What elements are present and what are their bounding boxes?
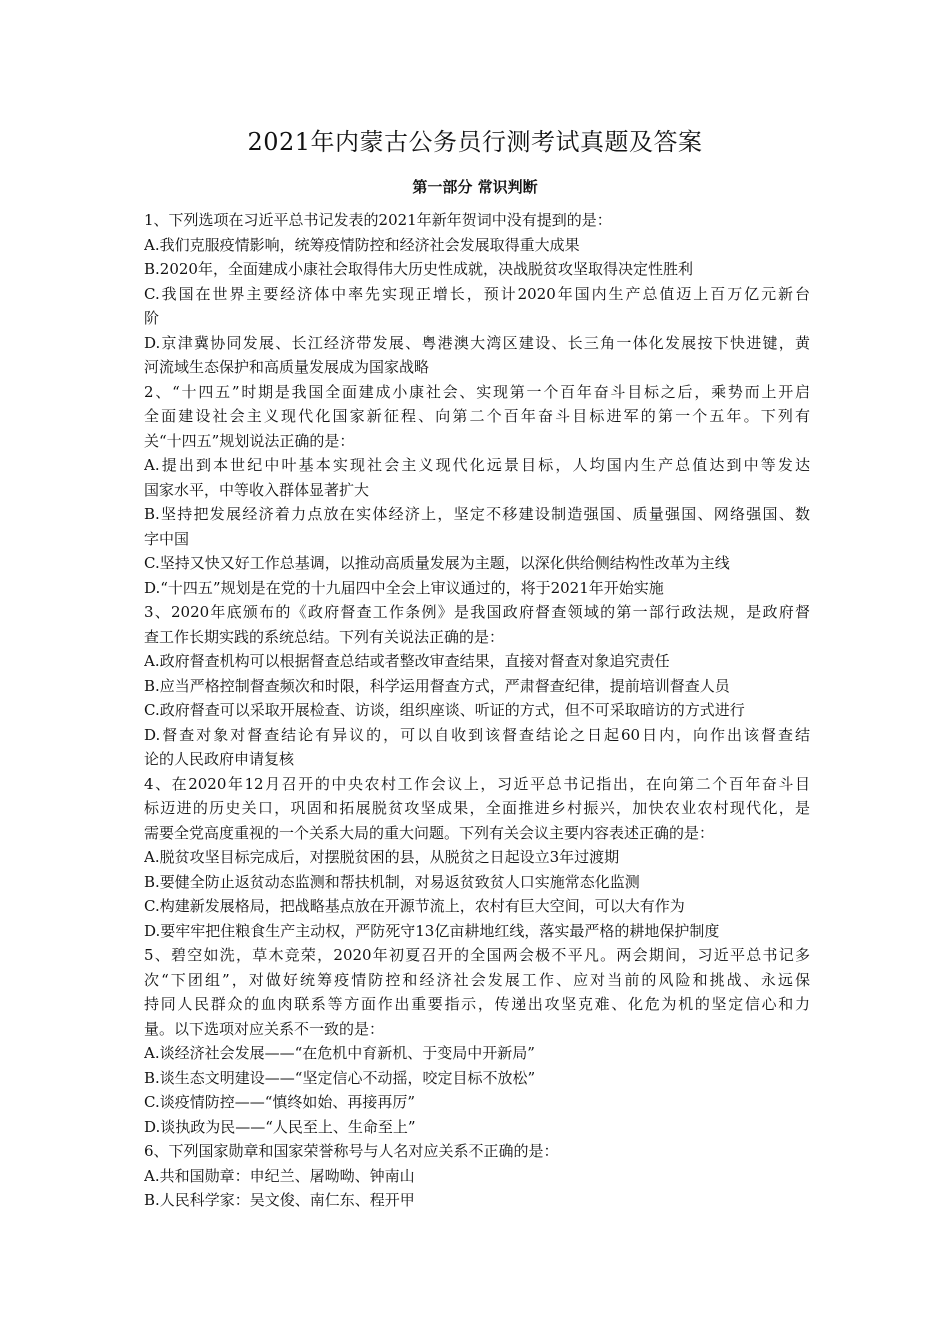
text-line: B.2020年，全面建成小康社会取得伟大历史性成就，决战脱贫攻坚取得决定性胜利 <box>144 260 693 278</box>
text-line: A.共和国勋章：申纪兰、屠呦呦、钟南山 <box>144 1166 415 1185</box>
text-line: B.谈生态文明建设——“坚定信心不动摇，咬定目标不放松” <box>144 1068 536 1087</box>
text-line: 字中国 <box>144 529 190 548</box>
text-line: 量。以下选项对应关系不一致的是： <box>144 1019 385 1038</box>
text-line: A.脱贫攻坚目标完成后，对摆脱贫困的县，从脱贫之日起设立3年过渡期 <box>144 848 620 866</box>
text-line: 次“下团组”，对做好统筹疫情防控和经济社会发展工作、应对当前的风险和挑战、永远保 <box>144 970 810 989</box>
text-line: D.谈执政为民——“人民至上、生命至上” <box>144 1117 416 1136</box>
text-line: 2、“十四五”时期是我国全面建成小康社会、实现第一个百年奋斗目标之后，乘势而上开启 <box>144 382 810 401</box>
text-line: A.我们克服疫情影响，统筹疫情防控和经济社会发展取得重大成果 <box>144 235 580 254</box>
text-line: 1、下列选项在习近平总书记发表的2021年新年贺词中没有提到的是： <box>144 211 612 229</box>
text-line: B.坚持把发展经济着力点放在实体经济上，坚定不移建设制造强国、质量强国、网络强国、数 <box>144 505 810 523</box>
text-line: B.应当严格控制督查频次和时限，科学运用督查方式，严肃督查纪律，提前培训督查人员 <box>144 676 730 695</box>
text-line: 4、在2020年12月召开的中央农村工作会议上，习近平总书记指出，在向第二个百年奋斗目 <box>144 774 810 793</box>
text-line: D.督查对象对督查结论有异议的，可以自收到该督查结论之日起60日内，向作出该督查结 <box>144 725 810 744</box>
text-line: A.谈经济社会发展——“在危机中育新机、于变局中开新局” <box>144 1044 535 1062</box>
document-title: 2021年内蒙古公务员行测考试真题及答案 <box>247 128 703 156</box>
text-line: 论的人民政府申请复核 <box>144 750 295 768</box>
text-line: 查工作长期实践的系统总结。下列有关说法正确的是： <box>144 627 505 646</box>
text-line: 5、碧空如洗，草木竞荣，2020年初夏召开的全国两会极不平凡。两会期间，习近平总书记多 <box>144 946 810 964</box>
text-line: 国家水平，中等收入群体显著扩大 <box>144 480 370 499</box>
text-line: 全面建设社会主义现代化国家新征程、向第二个百年奋斗目标进军的第一个五年。下列有 <box>144 407 810 425</box>
text-line: 阶 <box>144 309 160 327</box>
text-line: D.要牢牢把住粮食生产主动权，严防死守13亿亩耕地红线，落实最严格的耕地保护制度 <box>144 921 720 940</box>
text-line: 需要全党高度重视的一个关系大局的重大问题。下列有关会议主要内容表述正确的是： <box>144 823 715 842</box>
text-line: B.要健全防止返贫动态监测和帮扶机制，对易返贫致贫人口实施常态化监测 <box>144 872 640 891</box>
text-line: A.政府督查机构可以根据督查总结或者整改审查结果，直接对督查对象追究责任 <box>144 652 670 670</box>
text-line: C.谈疫情防控——“慎终如始、再接再厉” <box>144 1093 416 1111</box>
section-heading: 第一部分 常识判断 <box>412 178 538 196</box>
text-line: D.京津冀协同发展、长江经济带发展、粤港澳大湾区建设、长三角一体化发展按下快进键，黄 <box>144 333 810 352</box>
text-line: C.构建新发展格局，把战略基点放在开源节流上，农村有巨大空间，可以大有作为 <box>144 897 685 915</box>
text-line: C.坚持又快又好工作总基调，以推动高质量发展为主题，以深化供给侧结构性改革为主线 <box>144 554 730 572</box>
document-body <box>144 208 810 1213</box>
text-line: 标迈进的历史关口，巩固和拓展脱贫攻坚成果，全面推进乡村振兴，加快农业农村现代化，是 <box>144 799 810 817</box>
text-line: 关“十四五”规划说法正确的是： <box>144 431 355 450</box>
text-line: 河流域生态保护和高质量发展成为国家战略 <box>144 358 430 376</box>
text-line: 持同人民群众的血肉联系等方面作出重要指示，传递出攻坚克难、化危为机的坚定信心和力 <box>144 995 810 1013</box>
text-line: 6、下列国家勋章和国家荣誉称号与人名对应关系不正确的是： <box>144 1142 559 1160</box>
text-line: 3、2020年底颁布的《政府督查工作条例》是我国政府督查领域的第一部行政法规，是政府督 <box>144 603 810 621</box>
text-line: A.提出到本世纪中叶基本实现社会主义现代化远景目标，人均国内生产总值达到中等发达 <box>144 456 810 474</box>
text-line: B.人民科学家：吴文俊、南仁东、程开甲 <box>144 1191 415 1209</box>
text-line: C.政府督查可以采取开展检查、访谈，组织座谈、听证的方式，但不可采取暗访的方式进行 <box>144 701 745 719</box>
text-line: D.“十四五”规划是在党的十九届四中全会上审议通过的，将于2021年开始实施 <box>144 578 664 597</box>
text-line: C.我国在世界主要经济体中率先实现正增长，预计2020年国内生产总值迈上百万亿元新台 <box>144 284 810 303</box>
